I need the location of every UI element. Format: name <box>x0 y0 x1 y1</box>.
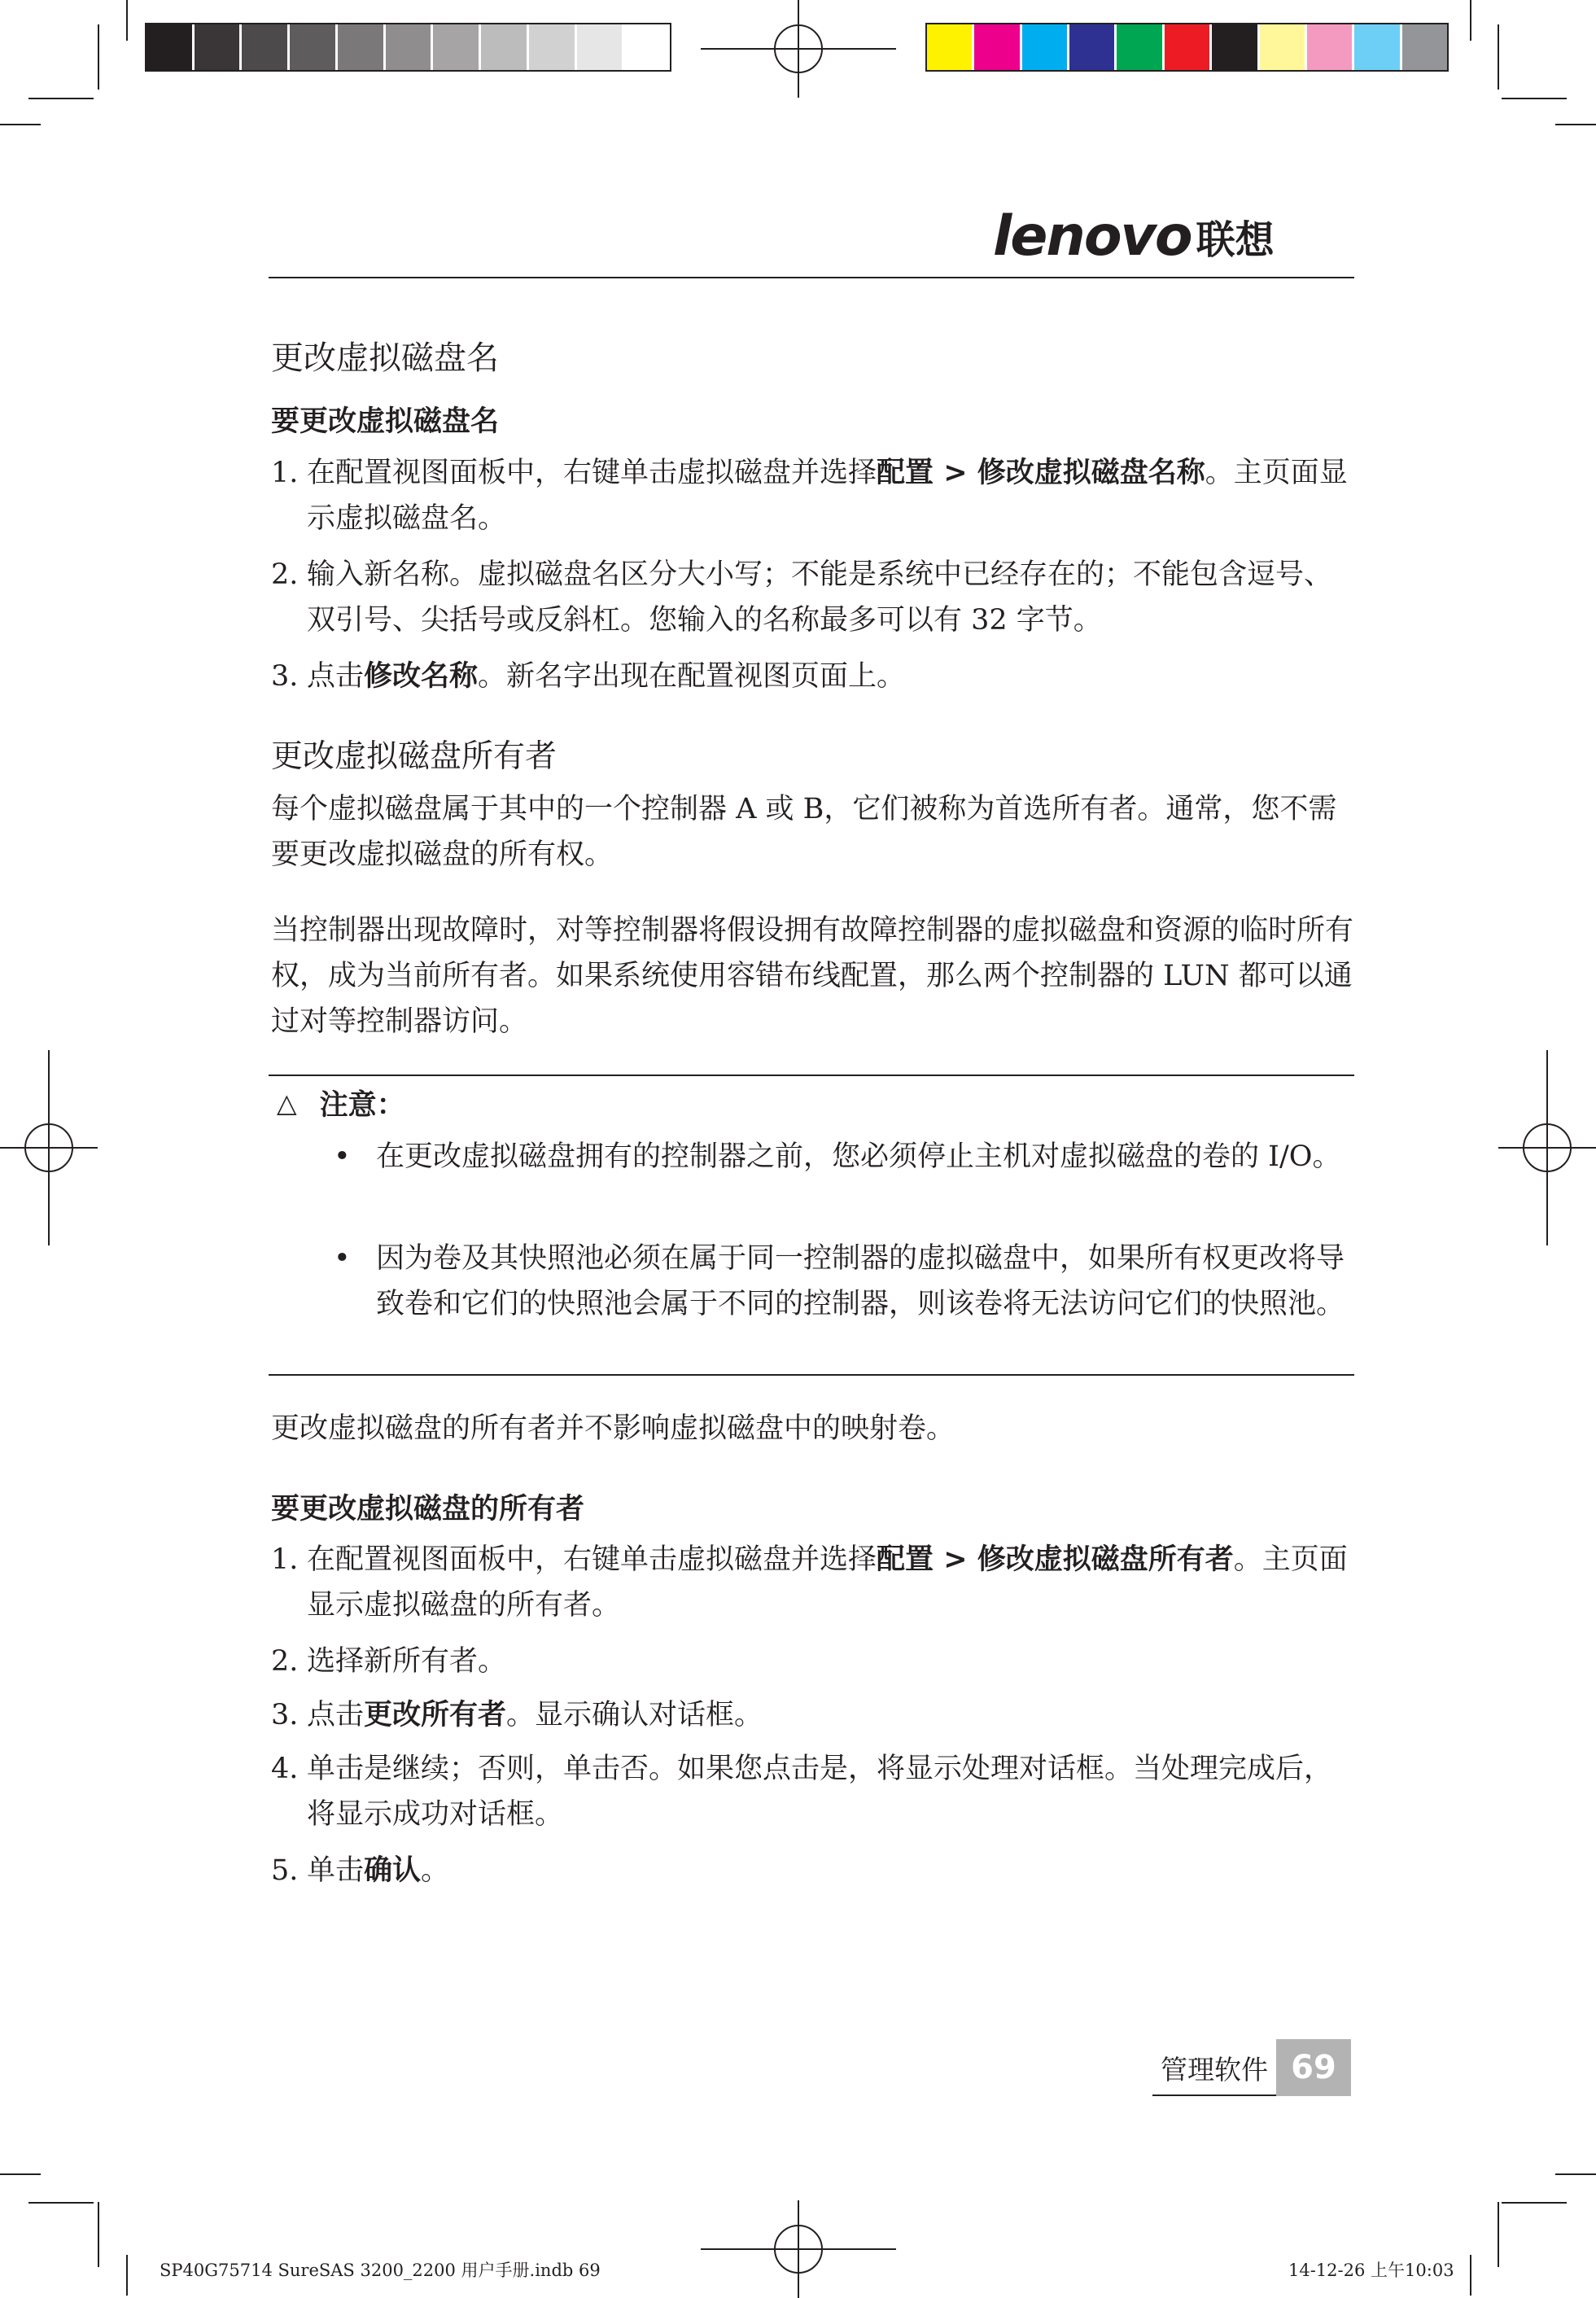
step-number: 1. <box>271 1543 299 1576</box>
color-swatch <box>1402 24 1447 70</box>
color-swatch <box>1117 24 1164 70</box>
crop-mark <box>1502 2202 1567 2204</box>
color-swatch <box>1165 24 1212 70</box>
color-swatch <box>338 24 386 70</box>
list-item: 1. 在配置视图面板中，右键单击虚拟磁盘并选择配置 > 修改虚拟磁盘所有者。主页面显示虚拟磁盘的所有者。 <box>271 1537 1358 1628</box>
crop-mark <box>98 2202 99 2267</box>
step-number: 3. <box>271 1699 299 1731</box>
registration-mark-right <box>1523 1123 1572 1172</box>
slug-timestamp: 14-12-26 上午10:03 <box>1288 2261 1454 2280</box>
paragraph: 更改虚拟磁盘的所有者并不影响虚拟磁盘中的映射卷。 <box>271 1412 955 1445</box>
color-swatch <box>386 24 434 70</box>
list-item: 2. 输入新名称。虚拟磁盘名区分大小写；不能是系统中已经存在的；不能包含逗号、双引号、尖括号或反斜杠。您输入的名称最多可以有 32 字节。 <box>271 552 1358 643</box>
section-title-rename: 更改虚拟磁盘名 <box>271 339 499 377</box>
process-color-bar <box>925 23 1449 72</box>
step-number: 3. <box>271 660 299 693</box>
registration-mark-top <box>774 24 823 73</box>
bullet-icon: • <box>334 1242 351 1275</box>
registration-mark-bottom <box>774 2225 823 2274</box>
color-swatch <box>242 24 290 70</box>
grayscale-color-bar <box>145 23 671 72</box>
list-item: 3. 点击更改所有者。显示确认对话框。 <box>271 1692 1358 1738</box>
crop-mark <box>98 24 99 90</box>
step-number: 5. <box>271 1854 299 1887</box>
menu-path: 配置 > 修改虚拟磁盘所有者 <box>877 1543 1234 1576</box>
step-number: 1. <box>271 457 299 489</box>
color-swatch <box>481 24 529 70</box>
slug-file-info: SP40G75714 SureSAS 3200_2200 用户手册.indb 69 <box>160 2261 601 2280</box>
paragraph: 当控制器出现故障时，对等控制器将假设拥有故障控制器的虚拟磁盘和资源的临时所有权，成为当前所有者。如果系统使用容错布线配置，那么两个控制器的 LUN 都可以通过对等控制器访问。 <box>271 914 1354 1038</box>
list-item: 1. 在配置视图面板中，右键单击虚拟磁盘并选择配置 > 修改虚拟磁盘名称。主页面显示虚拟磁盘名。 <box>271 450 1358 541</box>
crop-mark <box>28 2202 94 2204</box>
menu-path: 配置 > 修改虚拟磁盘名称 <box>877 457 1205 489</box>
crop-mark <box>1555 124 1596 125</box>
bullet-icon: • <box>334 1140 351 1173</box>
logo-chinese: 联想 <box>1196 217 1275 263</box>
list-item: 3. 点击修改名称。新名字出现在配置视图页面上。 <box>271 654 1358 699</box>
logo-wordmark: lenovo <box>993 204 1192 269</box>
crop-mark <box>1498 2202 1499 2267</box>
color-swatch <box>974 24 1021 70</box>
crop-mark <box>126 2255 128 2296</box>
list-item: 5. 单击确认。 <box>271 1848 1358 1893</box>
crop-mark <box>1498 24 1499 90</box>
color-swatch <box>146 24 195 70</box>
page-footer <box>1152 2039 1351 2096</box>
color-swatch <box>1069 24 1117 70</box>
button-reference: 修改名称 <box>364 660 479 693</box>
crop-mark <box>1470 0 1471 41</box>
lenovo-logo <box>993 204 1275 269</box>
color-swatch <box>195 24 243 70</box>
crop-mark <box>1470 2255 1471 2296</box>
registration-mark-left <box>24 1123 73 1172</box>
step-number: 2. <box>271 558 299 591</box>
color-swatch <box>433 24 481 70</box>
color-swatch <box>290 24 338 70</box>
step-number: 2. <box>271 1645 299 1678</box>
color-swatch <box>577 24 625 70</box>
color-swatch <box>1307 24 1354 70</box>
header-rule <box>269 277 1354 278</box>
caution-bullet: • 在更改虚拟磁盘拥有的控制器之前，您必须停止主机对虚拟磁盘的卷的 I/O。 <box>334 1134 1347 1180</box>
crop-mark <box>1555 2173 1596 2175</box>
color-swatch <box>529 24 577 70</box>
list-item: 4. 单击是继续；否则，单击否。如果您点击是，将显示处理对话框。当处理完成后，将显示成功对话框。 <box>271 1746 1358 1837</box>
caution-top-rule <box>269 1075 1354 1076</box>
caution-heading <box>277 1083 405 1123</box>
crop-mark <box>0 124 41 125</box>
paragraph: 每个虚拟磁盘属于其中的一个控制器 A 或 B，它们被称为首选所有者。通常，您不需要更改虚拟磁盘的所有权。 <box>271 793 1337 871</box>
color-swatch <box>624 24 670 70</box>
warning-icon: △ <box>277 1088 297 1118</box>
crop-mark <box>1502 98 1567 99</box>
color-swatch <box>1354 24 1401 70</box>
button-reference: 更改所有者 <box>364 1699 507 1731</box>
caution-bullet: • 因为卷及其快照池必须在属于同一控制器的虚拟磁盘中，如果所有权更改将导致卷和它们的快照池会属于不同的控制器，则该卷将无法访问它们的快照池。 <box>334 1236 1347 1327</box>
section-title-owner: 更改虚拟磁盘所有者 <box>271 738 558 775</box>
crop-mark <box>0 2173 41 2175</box>
color-swatch <box>1260 24 1307 70</box>
button-reference: 确认 <box>364 1854 422 1887</box>
color-swatch <box>927 24 974 70</box>
color-swatch <box>1212 24 1259 70</box>
step-number: 4. <box>271 1753 299 1785</box>
color-swatch <box>1022 24 1069 70</box>
caution-bottom-rule <box>269 1374 1354 1376</box>
crop-mark <box>28 98 94 99</box>
chapter-label: 管理软件 <box>1152 2039 1276 2096</box>
list-item: 2. 选择新所有者。 <box>271 1639 1358 1684</box>
page-number: 69 <box>1276 2039 1351 2096</box>
procedure-heading-rename: 要更改虚拟磁盘名 <box>271 405 500 438</box>
crop-mark <box>126 0 128 41</box>
procedure-heading-owner: 要更改虚拟磁盘的所有者 <box>271 1493 585 1525</box>
caution-label: 注意： <box>319 1089 405 1122</box>
